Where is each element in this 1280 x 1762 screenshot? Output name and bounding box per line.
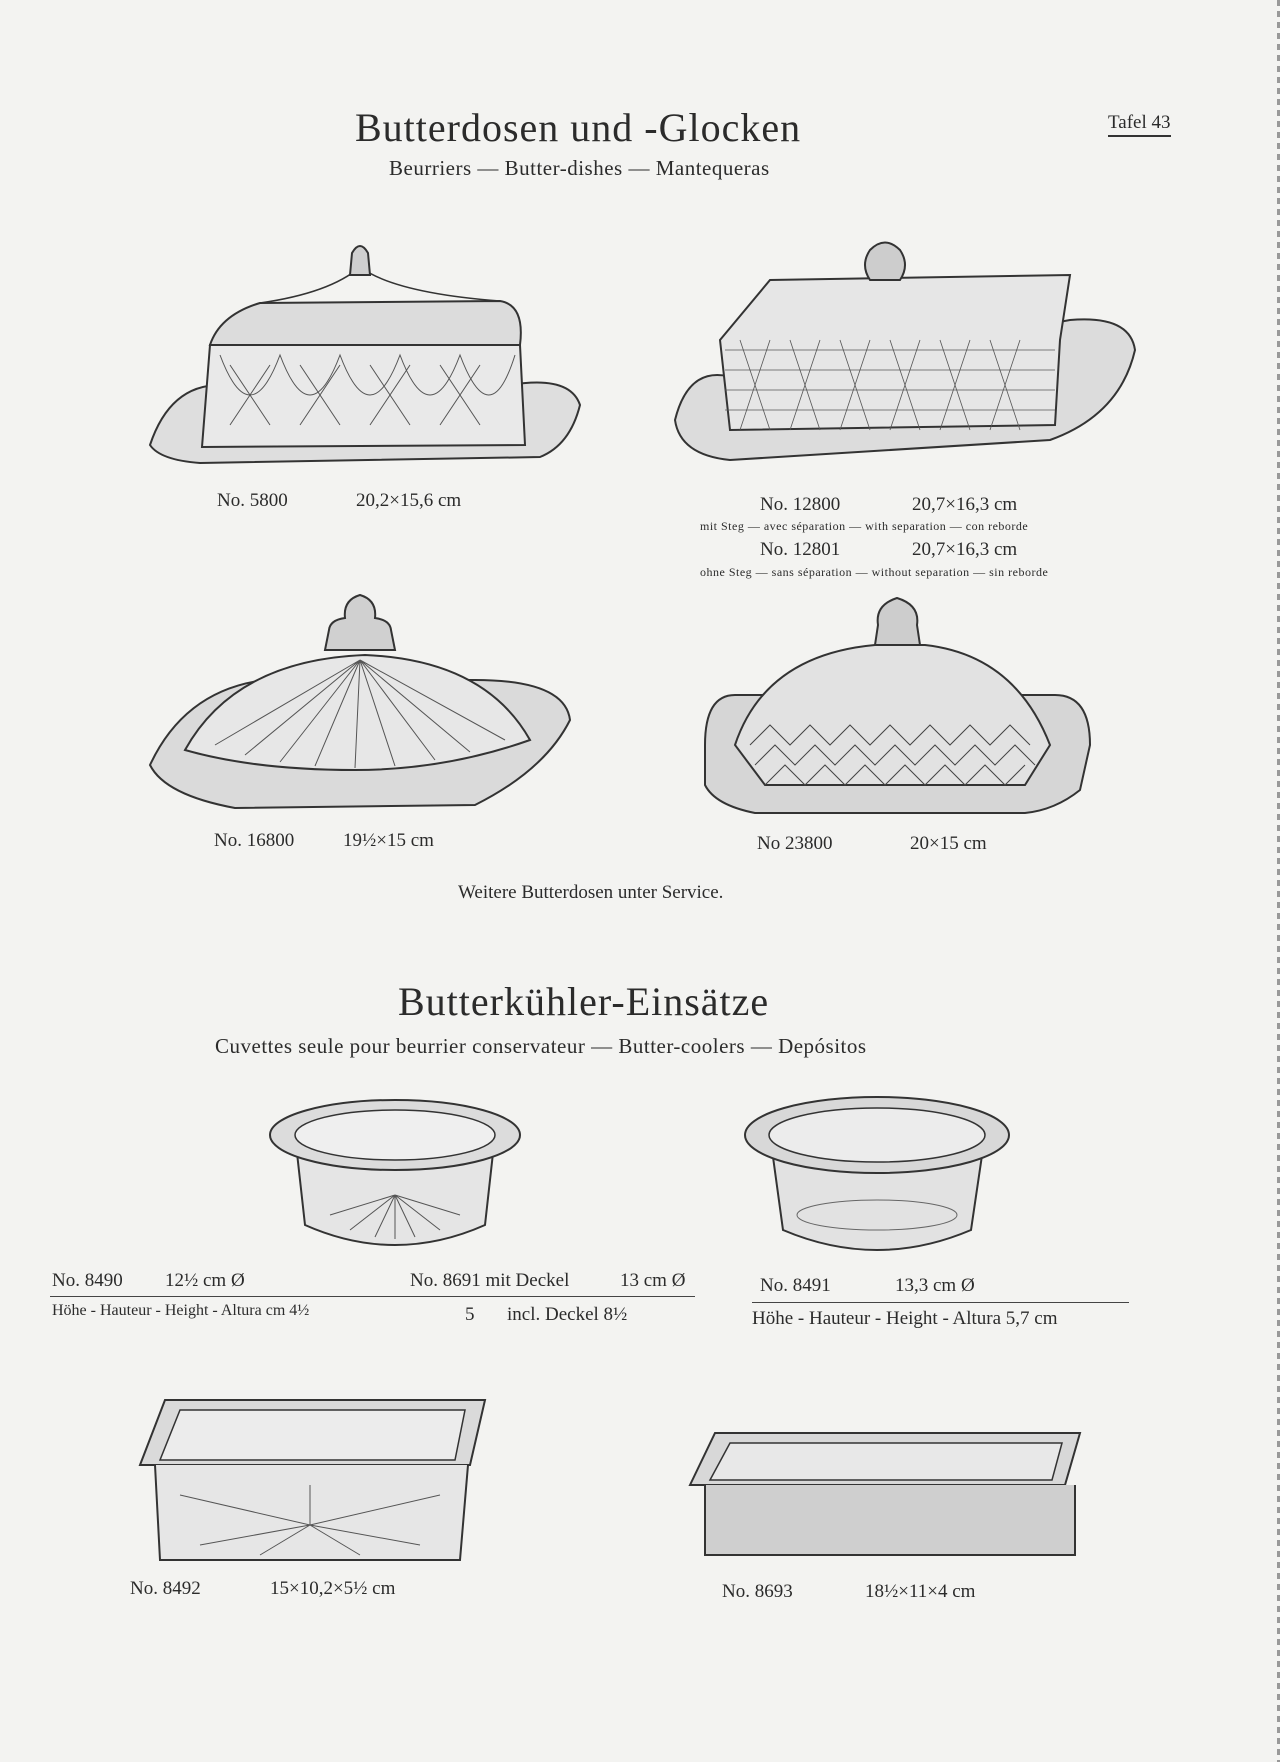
butter-dish-draped-icon xyxy=(140,235,590,490)
item-height: 5 xyxy=(465,1304,475,1325)
item-number: No. 8691 mit Deckel xyxy=(410,1270,570,1291)
butter-dish-fluted-icon xyxy=(145,590,575,810)
item-number: No. 16800 xyxy=(214,830,295,851)
item-size: 18½×11×4 cm xyxy=(865,1581,976,1602)
item-height: Höhe - Hauteur - Height - Altura 5,7 cm xyxy=(752,1308,1058,1329)
rect-cooler-star-icon xyxy=(140,1395,490,1565)
item-size: 20,7×16,3 cm xyxy=(912,494,1018,515)
item-number: No. 8693 xyxy=(722,1581,793,1602)
item-note: ohne Steg — sans séparation — without separation — sin reborde xyxy=(700,565,1049,579)
plate-number: Tafel 43 xyxy=(1108,112,1171,137)
section-subtitle-butterkuehler: Cuvettes seule pour beurrier conservateur — Butter-coolers — Depósitos xyxy=(215,1034,867,1058)
item-size: 20,7×16,3 cm xyxy=(912,539,1018,560)
butter-dish-diamond-icon xyxy=(670,240,1140,470)
item-number: No. 5800 xyxy=(217,490,288,511)
item-size: 19½×15 cm xyxy=(343,830,434,851)
butter-dish-zigzag-icon xyxy=(695,595,1095,825)
item-size: 20×15 cm xyxy=(910,833,987,854)
item-number: No. 8491 xyxy=(760,1275,831,1296)
item-size: 13,3 cm Ø xyxy=(895,1275,975,1296)
item-number: No. 12800 xyxy=(760,494,841,515)
rect-cooler-plain-icon xyxy=(690,1430,1080,1560)
round-cooler-plain-icon xyxy=(745,1090,1010,1260)
divider xyxy=(50,1296,695,1297)
item-note: mit Steg — avec séparation — with separation — con reborde xyxy=(700,519,1029,533)
item-number: No. 8490 xyxy=(52,1270,123,1291)
item-height: Höhe - Hauteur - Height - Altura cm 4½ xyxy=(52,1302,310,1319)
item-number: No. 12801 xyxy=(760,539,841,560)
round-cooler-star-icon xyxy=(270,1095,520,1255)
item-size: 15×10,2×5½ cm xyxy=(270,1578,396,1599)
footnote: Weitere Butterdosen unter Service. xyxy=(458,882,724,903)
item-size: 13 cm Ø xyxy=(620,1270,686,1291)
item-size: 20,2×15,6 cm xyxy=(356,490,462,511)
item-number: No. 8492 xyxy=(130,1578,201,1599)
section-title-butterkuehler: Butterkühler-Einsätze xyxy=(398,979,770,1024)
item-number: No 23800 xyxy=(757,833,833,854)
divider xyxy=(752,1302,1129,1303)
item-size: 12½ cm Ø xyxy=(165,1270,245,1291)
section-subtitle-butterdosen: Beurriers — Butter-dishes — Mantequeras xyxy=(389,156,770,180)
section-title-butterdosen: Butterdosen und -Glocken xyxy=(355,105,802,150)
item-height: incl. Deckel 8½ xyxy=(507,1304,628,1325)
